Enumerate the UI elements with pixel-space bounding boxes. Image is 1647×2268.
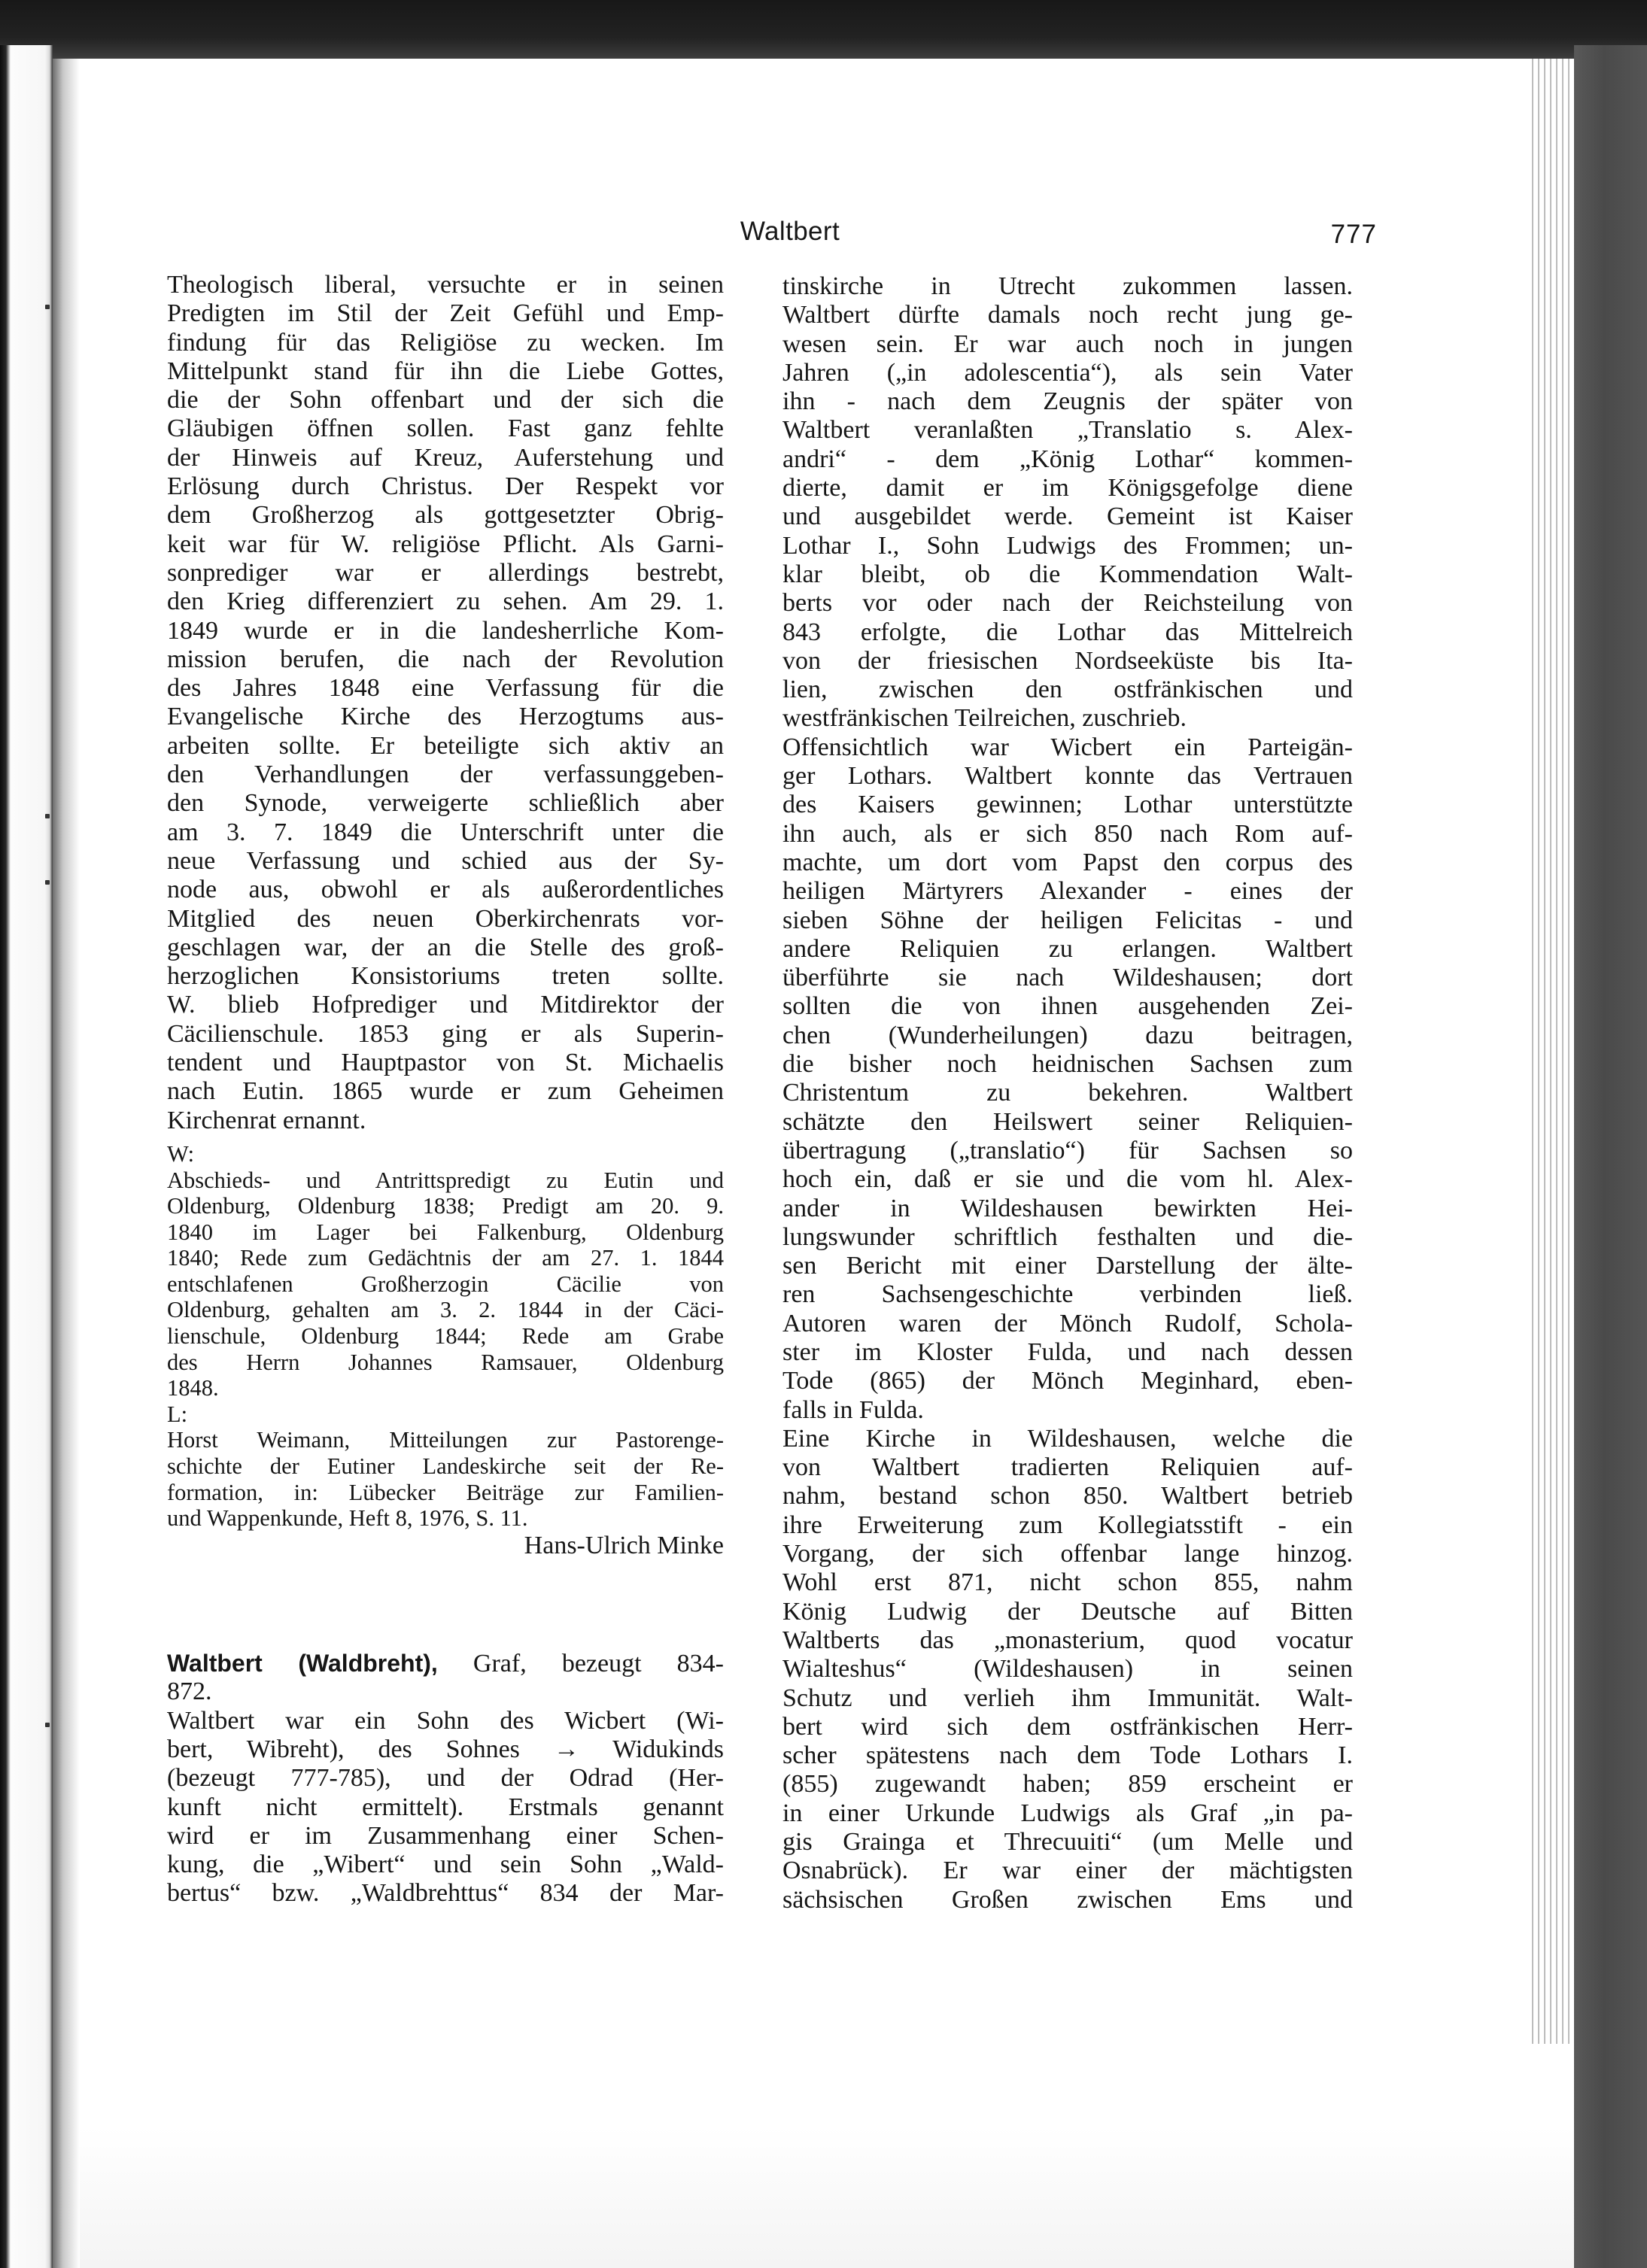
- text-line: von der friesischen Nordseeküste bis Ita-: [782, 646, 1353, 675]
- text-line: bertus“ bzw. „Waldbrehttus“ 834 der Mar-: [167, 1879, 724, 1908]
- margin-mark: [45, 305, 50, 309]
- text-line: Kirchenrat ernannt.: [167, 1106, 366, 1134]
- text-line: node aus, obwohl er als außerordentliches: [167, 876, 724, 904]
- text-line: und ausgebildet werde. Gemeint ist Kaiser: [782, 502, 1353, 531]
- text-line: 843 erfolgte, die Lothar das Mittelreich: [782, 618, 1353, 646]
- text-line: berts vor oder nach der Reichsteilung von: [782, 589, 1353, 618]
- text-line: mission berufen, die nach der Revolution: [167, 645, 724, 673]
- text-line: überführte sie nach Wildeshausen; dort: [782, 964, 1353, 992]
- entry-headword: Waltbert (Waldbreht),: [167, 1650, 438, 1677]
- scanner-background-top: [0, 0, 1647, 59]
- text-line: sieben Söhne der heiligen Felicitas - und: [782, 906, 1353, 934]
- text-line: der Hinweis auf Kreuz, Auferstehung und: [167, 443, 724, 472]
- margin-mark: [45, 814, 50, 818]
- text-line: nach Eutin. 1865 wurde er zum Geheimen: [167, 1077, 724, 1106]
- biography-text: [167, 271, 724, 1135]
- text-line: dierte, damit er im Königsgefolge diene: [782, 474, 1353, 502]
- text-line: in einer Urkunde Ludwigs als Graf „in pa-: [782, 1799, 1353, 1827]
- text-line: kunft nicht ermittelt). Erstmals genannt: [167, 1793, 724, 1821]
- text-line: ger Lothars. Waltbert konnte das Vertrauen: [782, 762, 1353, 791]
- text-line: (bezeugt 777-785), und der Odrad (Her-: [167, 1764, 724, 1793]
- text-line: am 3. 7. 1849 die Unterschrift unter die: [167, 818, 724, 846]
- text-line: tinskirche in Utrecht zukommen lassen.: [782, 272, 1353, 300]
- text-line: Eine Kirche in Wildeshausen, welche die: [782, 1424, 1353, 1453]
- entry-heading-line: [167, 1649, 724, 1677]
- right-column: [782, 272, 1353, 1914]
- text-line: Offensichtlich war Wicbert ein Parteigän-: [782, 733, 1353, 761]
- text-line: Horst Weimann, Mitteilungen zur Pastorenge-: [167, 1427, 724, 1453]
- text-line: Wialteshus“ (Wildeshausen) in seinen: [782, 1655, 1353, 1684]
- text-line: 872.: [167, 1677, 212, 1706]
- text-line: sen Bericht mit einer Darstellung der älte-: [782, 1252, 1353, 1280]
- page-bottom: [80, 2044, 1574, 2268]
- text-line: tendent und Hauptpastor von St. Michaelis: [167, 1049, 724, 1077]
- author-signature: Hans-Ulrich Minke: [524, 1531, 724, 1559]
- text-line: ander in Wildeshausen bewirkten Hei-: [782, 1194, 1353, 1222]
- text-line: Predigten im Stil der Zeit Gefühl und Emp-: [167, 299, 724, 328]
- text-line: nahm, bestand schon 850. Waltbert betrieb: [782, 1482, 1353, 1510]
- text-line: scher spätestens nach dem Tode Lothars I.: [782, 1741, 1353, 1770]
- text-line: Osnabrück). Er war einer der mächtigsten: [782, 1857, 1353, 1885]
- text-line: Jahren („in adolescentia“), als sein Vater: [782, 358, 1353, 387]
- text-line: bert wird sich dem ostfränkischen Herr-: [782, 1712, 1353, 1741]
- text-line: des Kaisers gewinnen; Lothar unterstützte: [782, 791, 1353, 819]
- text-line: den Synode, verweigerte schließlich aber: [167, 789, 724, 818]
- entry-text: [167, 1677, 724, 1908]
- text-line: des Jahres 1848 eine Verfassung für die: [167, 674, 724, 703]
- text-line: Gläubigen öffnen sollen. Fast ganz fehlte: [167, 414, 724, 443]
- entry-head-rest: Graf, bezeugt 834-: [437, 1650, 724, 1678]
- text-line: kung, die „Wibert“ und sein Sohn „Wald-: [167, 1851, 724, 1879]
- text-line: Tode (865) der Mönch Meginhard, eben-: [782, 1367, 1353, 1395]
- works-label: W:: [167, 1140, 195, 1167]
- text-line: Waltberts das „monasterium, quod vocatur: [782, 1626, 1353, 1654]
- text-line: den Krieg differenziert zu sehen. Am 29. 1.: [167, 587, 724, 616]
- text-line: ren Sachsengeschichte verbinden ließ.: [782, 1280, 1353, 1309]
- text-line: neue Verfassung und schied aus der Sy-: [167, 846, 724, 875]
- text-line: die bisher noch heidnischen Sachsen zum: [782, 1050, 1353, 1079]
- text-line: die der Sohn offenbart und der sich die: [167, 386, 724, 414]
- text-line: wird er im Zusammenhang einer Schen-: [167, 1821, 724, 1850]
- facing-page-edge: [0, 45, 53, 2268]
- literature-list: [167, 1427, 724, 1531]
- text-line: chen (Wunderheilungen) dazu beitragen,: [782, 1021, 1353, 1049]
- text-line: gis Grainga et Threcuuiti“ (um Melle und: [782, 1828, 1353, 1857]
- text-line: klar bleibt, ob die Kommendation Walt-: [782, 560, 1353, 588]
- text-line: schätzte den Heilswert seiner Reliquien-: [782, 1107, 1353, 1136]
- text-line: W. blieb Hofprediger und Mitdirektor der: [167, 991, 724, 1019]
- text-line: Cäcilienschule. 1853 ging er als Superin-: [167, 1019, 724, 1048]
- text-line: 1840 im Lager bei Falkenburg, Oldenburg: [167, 1219, 724, 1245]
- text-line: ster im Kloster Fulda, und nach dessen: [782, 1337, 1353, 1366]
- text-line: hoch ein, daß er sie und die vom hl. Alex-: [782, 1165, 1353, 1194]
- text-line: westfränkischen Teilreichen, zuschrieb.: [782, 704, 1187, 733]
- text-line: Christentum zu bekehren. Waltbert: [782, 1079, 1353, 1107]
- text-line: und Wappenkunde, Heft 8, 1976, S. 11.: [167, 1505, 528, 1532]
- text-line: Theologisch liberal, versuchte er in seinen: [167, 271, 724, 299]
- text-line: Waltbert war ein Sohn des Wicbert (Wi-: [167, 1706, 724, 1735]
- text-line: übertragung („translatio“) für Sachsen so: [782, 1136, 1353, 1164]
- text-line: lienschule, Oldenburg 1844; Rede am Grabe: [167, 1323, 724, 1350]
- margin-mark: [45, 880, 50, 885]
- text-line: herzoglichen Konsistoriums treten sollte.: [167, 962, 724, 991]
- text-line: falls in Fulda.: [782, 1395, 924, 1424]
- text-line: sollten die von ihnen ausgehenden Zei-: [782, 992, 1353, 1021]
- page-number: 777: [1330, 220, 1377, 249]
- text-line: arbeiten sollte. Er beteiligte sich aktiv an: [167, 731, 724, 760]
- text-line: Waltbert veranlaßten „Translatio s. Alex-: [782, 416, 1353, 445]
- literature-label: L:: [167, 1401, 188, 1427]
- text-line: ihre Erweiterung zum Kollegiatsstift - ein: [782, 1510, 1353, 1539]
- text-line: keit war für W. religiöse Pflicht. Als Garni-: [167, 530, 724, 558]
- text-line: geschlagen war, der an die Stelle des groß-: [167, 933, 724, 961]
- text-line: von Waltbert tradierten Reliquien auf-: [782, 1453, 1353, 1482]
- text-line: Mittelpunkt stand für ihn die Liebe Gottes,: [167, 357, 724, 385]
- works-list: [167, 1167, 724, 1401]
- text-line: den Verhandlungen der verfassunggeben-: [167, 761, 724, 789]
- text-line: des Herrn Johannes Ramsauer, Oldenburg: [167, 1349, 724, 1375]
- text-line: Autoren waren der Mönch Rudolf, Schola-: [782, 1309, 1353, 1337]
- gutter-shadow: [53, 59, 80, 2268]
- text-line: 1849 wurde er in die landesherrliche Kom-: [167, 616, 724, 645]
- text-line: ihn - nach dem Zeugnis der später von: [782, 387, 1353, 416]
- text-line: 1840; Rede zum Gedächtnis der am 27. 1. 1844: [167, 1245, 724, 1271]
- text-line: Vorgang, der sich offenbar lange hinzog.: [782, 1540, 1353, 1568]
- text-line: bert, Wibreht), des Sohnes → Widukinds: [167, 1735, 724, 1763]
- text-line: sächsischen Großen zwischen Ems und: [782, 1885, 1353, 1914]
- text-line: sonprediger war er allerdings bestrebt,: [167, 558, 724, 587]
- text-line: Mitglied des neuen Oberkirchenrats vor-: [167, 904, 724, 933]
- text-line: Wohl erst 871, nicht schon 855, nahm: [782, 1568, 1353, 1597]
- text-line: wesen sein. Er war auch noch in jungen: [782, 329, 1353, 358]
- text-line: findung für das Religiöse zu wecken. Im: [167, 328, 724, 357]
- text-line: Abschieds- und Antrittspredigt zu Eutin und: [167, 1167, 724, 1193]
- text-line: Schutz und verlieh ihm Immunität. Walt-: [782, 1684, 1353, 1712]
- running-head: Waltbert: [740, 217, 840, 246]
- text-line: heiligen Märtyrers Alexander - eines der: [782, 877, 1353, 906]
- margin-mark: [45, 1723, 50, 1727]
- text-line: entschlafenen Großherzogin Cäcilie von: [167, 1271, 724, 1297]
- text-line: ihn auch, als er sich 850 nach Rom auf-: [782, 819, 1353, 848]
- text-line: andere Reliquien zu erlangen. Waltbert: [782, 934, 1353, 963]
- text-line: Erlösung durch Christus. Der Respekt vor: [167, 472, 724, 501]
- text-line: lungswunder schriftlich festhalten und die-: [782, 1222, 1353, 1251]
- text-line: machte, um dort vom Papst den corpus des: [782, 848, 1353, 876]
- text-line: Evangelische Kirche des Herzogtums aus-: [167, 703, 724, 731]
- text-line: Oldenburg, gehalten am 3. 2. 1844 in der Cäci-: [167, 1297, 724, 1323]
- left-column: [167, 271, 724, 1908]
- text-line: schichte der Eutiner Landeskirche seit der Re-: [167, 1453, 724, 1480]
- text-line: Lothar I., Sohn Ludwigs des Frommen; un-: [782, 531, 1353, 560]
- text-line: König Ludwig der Deutsche auf Bitten: [782, 1597, 1353, 1626]
- text-line: dem Großherzog als gottgesetzter Obrig-: [167, 501, 724, 530]
- text-line: lien, zwischen den ostfränkischen und: [782, 676, 1353, 704]
- text-line: 1848.: [167, 1375, 219, 1401]
- book-cover-edge: [1574, 45, 1647, 2268]
- text-line: (855) zugewandt haben; 859 erscheint er: [782, 1770, 1353, 1799]
- text-line: Oldenburg, Oldenburg 1838; Predigt am 20. 9.: [167, 1193, 724, 1219]
- page-stack-edge: [1527, 59, 1576, 2045]
- text-line: Waltbert dürfte damals noch recht jung ge-: [782, 301, 1353, 329]
- text-line: andri“ - dem „König Lothar“ kommen-: [782, 445, 1353, 473]
- text-line: formation, in: Lübecker Beiträge zur Familien-: [167, 1479, 724, 1505]
